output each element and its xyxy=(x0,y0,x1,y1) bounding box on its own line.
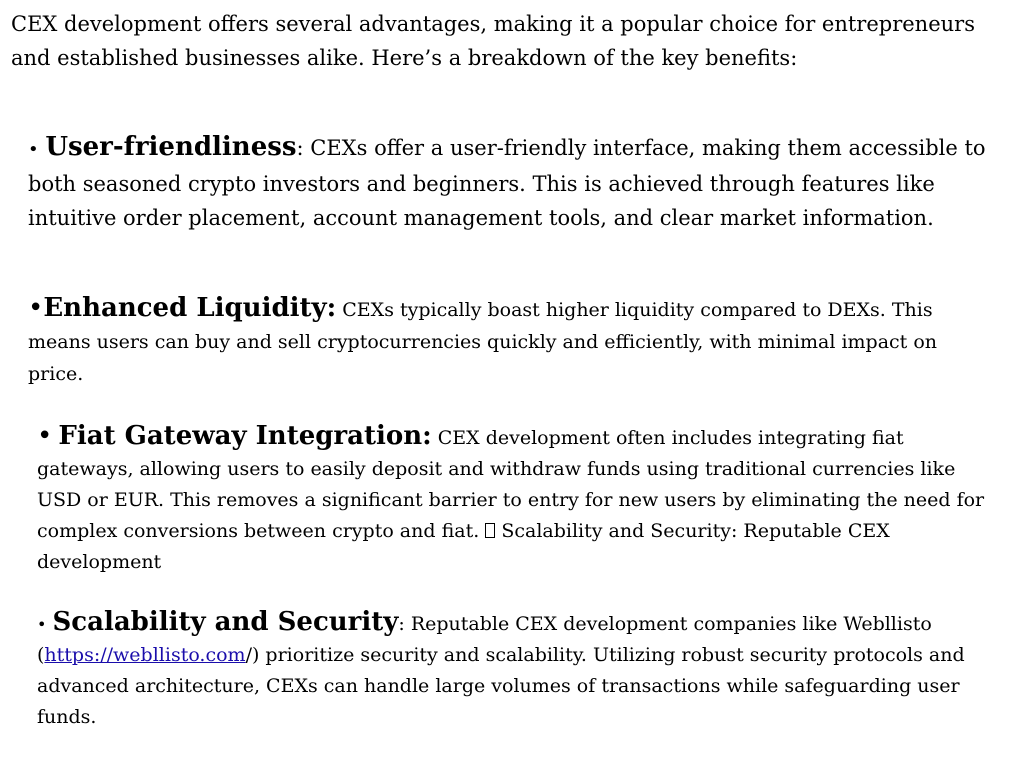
benefit-text: CEXs offer a user-friendly interface, making them accessible to both seasoned crypto investors and beginners. This is achieved through features like intuitive order placement, account management tools, and clear market information. xyxy=(28,136,986,230)
heading-separator: : xyxy=(398,613,405,635)
benefit-text-continued: /) prioritize security and scalability. Utilizing robust security protocols and advanced architecture, CEXs can handle large volumes of transactions while safeguarding user funds. xyxy=(37,644,965,728)
benefit-text-continued: Scalability and Security: Reputable CEX development xyxy=(37,520,890,573)
bullet-icon: • xyxy=(37,615,47,634)
heading-separator: : xyxy=(296,136,304,160)
webllisto-link[interactable]: https://webllisto.com xyxy=(44,644,246,666)
bullet-icon: • xyxy=(28,139,39,160)
benefit-text: CEXs typically boast higher liquidity compared to DEXs. This means users can buy and sell cryptocurrencies quickly and efficiently, with minimal impact on price. xyxy=(28,299,938,385)
benefit-text: CEX development often includes integrating fiat gateways, allowing users to easily deposit and withdraw funds using traditional currencies like USD or EUR. This removes a significant barrier to entry for new users by eliminating the need for complex conversions between crypto and fiat. xyxy=(37,427,985,542)
bullet-icon: • xyxy=(37,421,53,451)
intro-paragraph: CEX development offers several advantages, making it a popular choice for entrepreneurs and established businesses alike. Here’s a breakdown of the key benefits: xyxy=(11,12,975,70)
benefit-heading: Scalability and Security xyxy=(52,607,399,637)
benefit-item-fiat-gateway xyxy=(37,421,987,578)
benefit-heading: User-friendliness xyxy=(45,132,297,162)
benefit-item-scalability-security xyxy=(37,607,987,733)
bullet-icon: • xyxy=(28,293,44,323)
benefit-item-user-friendliness xyxy=(28,130,988,235)
benefit-item-enhanced-liquidity xyxy=(28,292,988,390)
missing-glyph-icon xyxy=(485,523,495,538)
benefit-text: Reputable CEX development companies like Webllisto ( xyxy=(37,613,932,666)
benefit-heading: Enhanced Liquidity: xyxy=(43,293,337,323)
benefit-heading: Fiat Gateway Integration: xyxy=(58,421,432,451)
